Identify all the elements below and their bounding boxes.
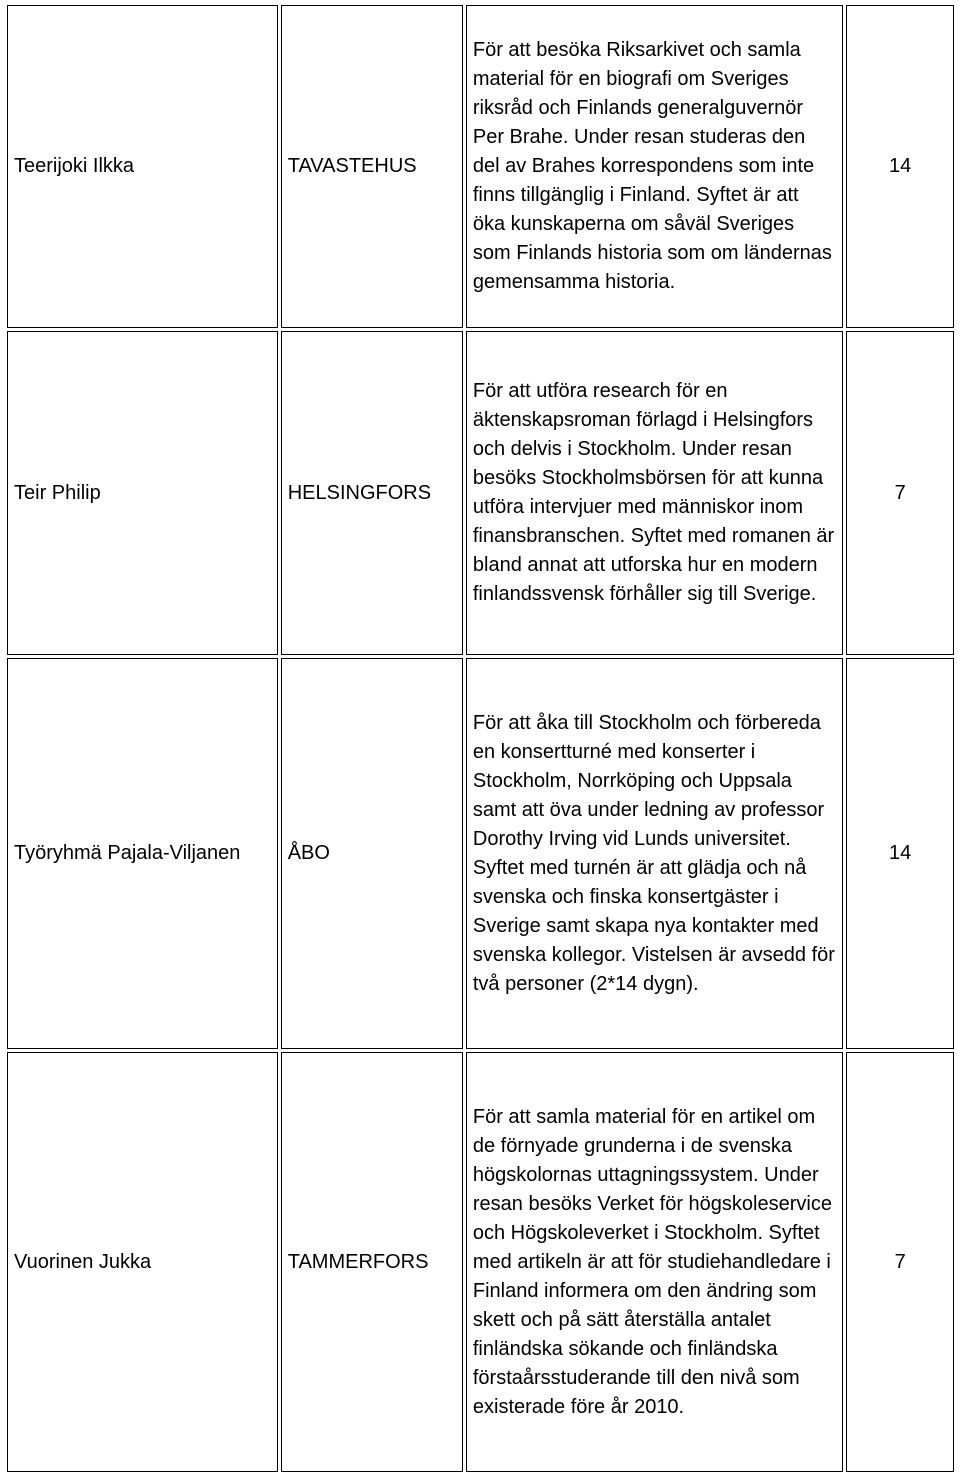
days-cell: 7 [846, 331, 954, 655]
applicant-name-cell: Vuorinen Jukka [7, 1052, 278, 1472]
table-row [7, 658, 954, 1049]
description-cell: För att utföra research för en äktenskapsroman förlagd i Helsingfors och delvis i Stockholm. Under resan besöks Stockholmsbörsen för att kunna utföra intervjuer med människor inom finansbranschen. Syftet med romanen är bland annat att utforska hur en modern finlandssvensk förhåller sig till Sverige. [466, 331, 843, 655]
city-cell: TAVASTEHUS [281, 5, 463, 328]
days-cell: 7 [846, 1052, 954, 1472]
table-row [7, 5, 954, 328]
city-cell: TAMMERFORS [281, 1052, 463, 1472]
applicant-name-cell: Työryhmä Pajala-Viljanen [7, 658, 278, 1049]
city-cell: ÅBO [281, 658, 463, 1049]
city-cell: HELSINGFORS [281, 331, 463, 655]
description-cell: För att åka till Stockholm och förbereda en konsertturné med konserter i Stockholm, Norrköping och Uppsala samt att öva under ledning av professor Dorothy Irving vid Lunds universitet. Syftet med turnén är att glädja och nå svenska och finska konsertgäster i Sverige samt skapa nya kontakter med svenska kollegor. Vistelsen är avsedd för två personer (2*14 dygn). [466, 658, 843, 1049]
description-cell: För att samla material för en artikel om de förnyade grunderna i de svenska högskolornas uttagningssystem. Under resan besöks Verket för högskoleservice och Högskoleverket i Stockholm. Syftet med artikeln är att för studiehandledare i Finland informera om den ändring som skett och på sätt återställa antalet finländska sökande och finländska förstaårsstuderande till den nivå som existerade före år 2010. [466, 1052, 843, 1472]
grants-table [4, 2, 957, 1475]
description-cell: För att besöka Riksarkivet och samla material för en biografi om Sveriges riksråd och Finlands generalguvernör Per Brahe. Under resan studeras den del av Brahes korrespondens som inte finns tillgänglig i Finland. Syftet är att öka kunskaperna om såväl Sveriges som Finlands historia som om ländernas gemensamma historia. [466, 5, 843, 328]
days-cell: 14 [846, 5, 954, 328]
applicant-name-cell: Teir Philip [7, 331, 278, 655]
table-row [7, 331, 954, 655]
applicant-name-cell: Teerijoki Ilkka [7, 5, 278, 328]
table-row [7, 1052, 954, 1472]
days-cell: 14 [846, 658, 954, 1049]
